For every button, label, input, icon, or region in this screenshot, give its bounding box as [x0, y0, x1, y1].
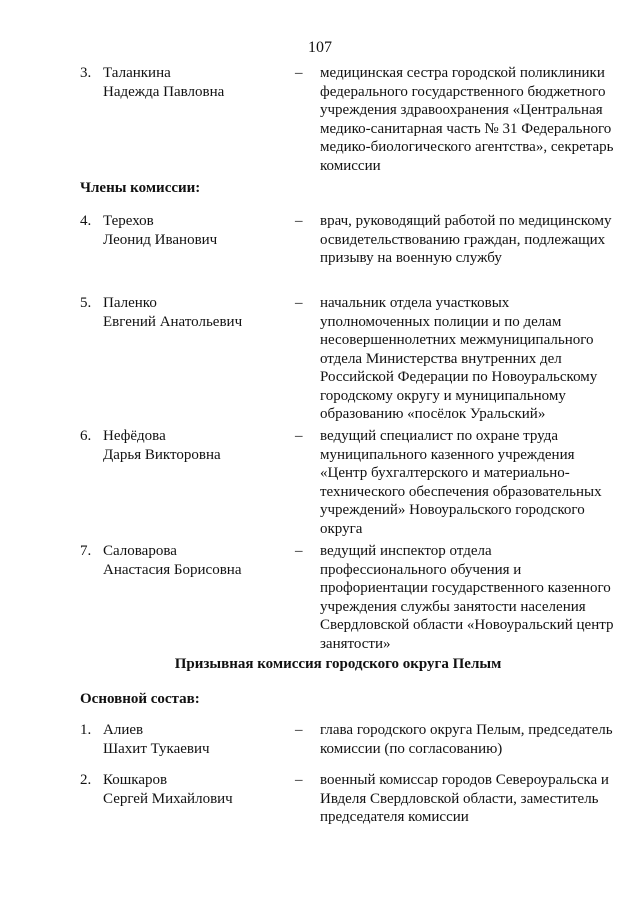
main-composition-heading: Основной состав: — [80, 691, 200, 707]
given-names: Надежда Павловна — [103, 83, 225, 100]
surname: Паленко — [103, 295, 157, 311]
page-number: 107 — [308, 39, 332, 56]
position-description: ведущий инспектор отдела профессионального обучения и профориентации государственного казенного учреждения службы занятости населения Свердловской области «Новоуральский центр занятости» — [320, 543, 614, 652]
person-name — [103, 721, 283, 758]
surname: Кошкаров — [103, 772, 168, 788]
surname: Терехов — [103, 213, 154, 229]
dash: – — [295, 65, 303, 81]
surname: Нефёдова — [103, 428, 166, 444]
entry-number: 4. — [80, 213, 92, 229]
dash: – — [295, 295, 303, 311]
position-description: военный комиссар городов Североуральска и Ивделя Свердловской области, заместитель председателя комиссии — [320, 772, 609, 825]
entry-number: 5. — [80, 295, 92, 311]
position-description: врач, руководящий работой по медицинскому освидетельствованию граждан, подлежащих призыву на военную службу — [320, 213, 612, 266]
person-name — [103, 294, 283, 331]
dash: – — [295, 213, 303, 229]
surname: Алиев — [103, 722, 144, 738]
dash: – — [295, 543, 303, 559]
given-names: Леонид Иванович — [103, 231, 218, 248]
position-description: глава городского округа Пелым, председатель комиссии (по согласованию) — [320, 722, 613, 757]
surname: Саловарова — [103, 543, 177, 559]
position-description: медицинская сестра городской поликлиники федерального государственного бюджетного учреждения здравоохранения «Центральная медико-санитарная часть № 31 Федерального медико-биологического агентства», секретарь комиссии — [320, 65, 614, 174]
members-heading: Члены комиссии: — [80, 180, 201, 196]
position-description: начальник отдела участковых уполномоченных полиции и по делам несовершеннолетних межмуниципального отдела Министерства внутренних дел Российской Федерации по Новоуральскому городскому округу и муниципальному образованию «посёлок Уральский» — [320, 295, 598, 422]
entry-number: 2. — [80, 772, 92, 788]
given-names: Дарья Викторовна — [103, 446, 221, 463]
person-name — [103, 212, 283, 249]
person-name — [103, 427, 283, 464]
given-names: Сергей Михайлович — [103, 790, 233, 807]
dash: – — [295, 772, 303, 788]
given-names: Евгений Анатольевич — [103, 313, 243, 330]
given-names: Шахит Тукаевич — [103, 740, 210, 757]
position-description: ведущий специалист по охране труда муниципального казенного учреждения «Центр бухгалтерского и материально-технического обеспечения образовательных учреждений» Новоуральского городского округа — [320, 428, 602, 537]
dash: – — [295, 428, 303, 444]
entry-number: 7. — [80, 543, 92, 559]
entry-number: 6. — [80, 428, 92, 444]
given-names: Анастасия Борисовна — [103, 561, 242, 578]
surname: Таланкина — [103, 65, 171, 81]
person-name — [103, 542, 283, 579]
entry-number: 3. — [80, 65, 92, 81]
person-name — [103, 771, 283, 808]
dash: – — [295, 722, 303, 738]
entry-number: 1. — [80, 722, 92, 738]
commission-heading: Призывная комиссия городского округа Пелым — [174, 656, 502, 672]
person-name — [103, 64, 283, 101]
